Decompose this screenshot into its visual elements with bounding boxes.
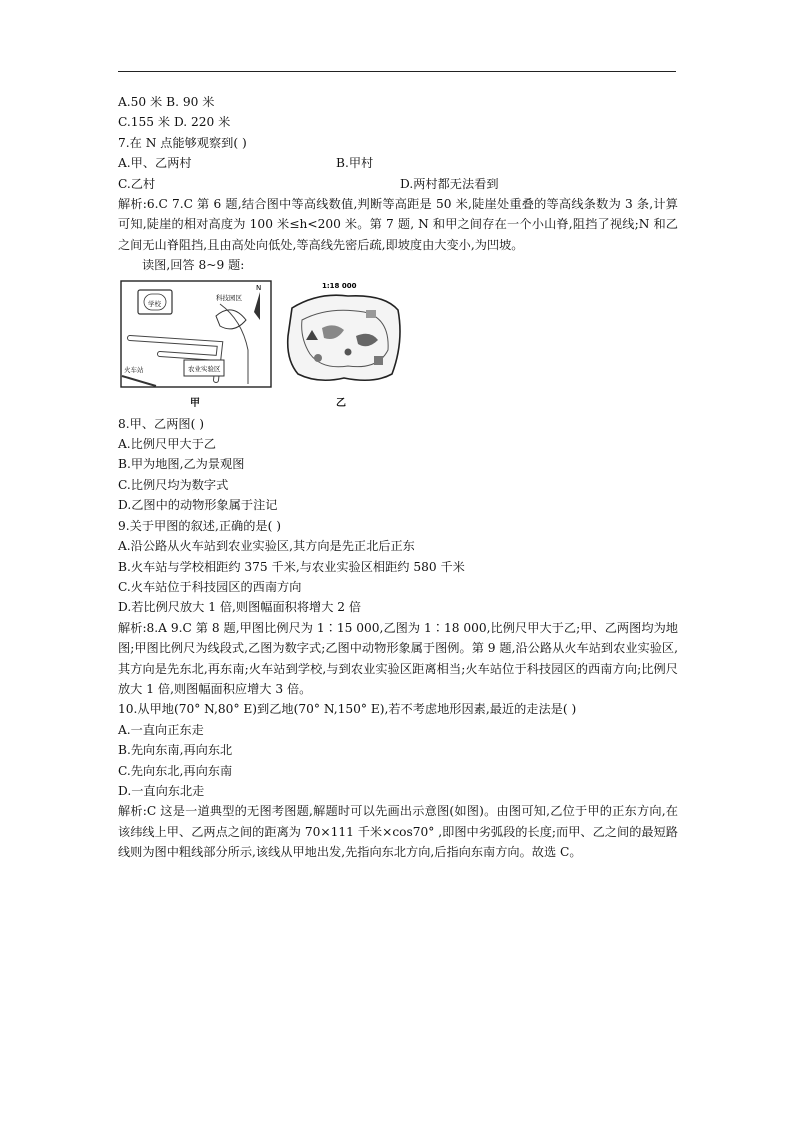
q7-option-a: A.甲、乙两村 xyxy=(118,156,192,171)
label-tech-park: 科技园区 xyxy=(216,293,242,302)
q7-options-cd xyxy=(118,174,678,194)
map-yi xyxy=(278,280,406,390)
q7-option-c: C.乙村 xyxy=(118,176,156,191)
label-north: N xyxy=(256,283,262,292)
q10-option-d: D.一直向东北走 xyxy=(118,783,205,798)
label-school: 学校 xyxy=(148,299,161,308)
q9-stem: 9.关于甲图的叙述,正确的是( ) xyxy=(118,518,281,533)
q6-options-cd: C.155 米 D. 220 米 xyxy=(118,115,231,130)
header-rule xyxy=(118,71,676,72)
map-jia xyxy=(120,280,272,392)
q8-option-a: A.比例尺甲大于乙 xyxy=(118,437,216,452)
label-farm: 农业实验区 xyxy=(188,364,221,373)
q10-stem: 10.从甲地(70° N,80° E)到乙地(70° N,150° E),若不考虑地形因素,最近的走法是( ) xyxy=(118,702,577,717)
q9-option-c: C.火车站位于科技园区的西南方向 xyxy=(118,579,302,594)
q8-option-b: B.甲为地图,乙为景观图 xyxy=(118,457,245,472)
label-station: 火车站 xyxy=(124,365,144,374)
q8-option-c: C.比例尺均为数字式 xyxy=(118,477,229,492)
q7-stem: 7.在 N 点能够观察到( ) xyxy=(118,135,247,150)
q10-option-b: B.先向东南,再向东北 xyxy=(118,743,233,758)
q6-options-ab: A.50 米 B. 90 米 xyxy=(118,95,215,109)
figure-group xyxy=(118,280,678,412)
q7-option-d: D.两村都无法看到 xyxy=(400,176,499,191)
q9-option-a: A.沿公路从火车站到农业实验区,其方向是先正北后正东 xyxy=(118,539,415,554)
scale-yi: 1:18 000 xyxy=(322,281,357,290)
q8-option-d: D.乙图中的动物形象属于注记 xyxy=(118,498,278,513)
q8-stem: 8.甲、乙两图( ) xyxy=(118,416,204,431)
caption-jia: 甲 xyxy=(190,397,200,409)
caption-yi: 乙 xyxy=(336,397,346,409)
q7-option-b: B.甲村 xyxy=(336,156,374,171)
answer-8-9: 解析:8.A 9.C 第 8 题,甲图比例尺为 1∶15 000,乙图为 1∶18 000,比例尺甲大于乙;甲、乙两图均为地图;甲图比例尺为线段式,乙图为数字式;乙图中动物形象属于图例。第 9 题,沿公路从火车站到农业实验区,其方向是先东北,再东南;火车站到学校,与到农业实验区距离相当;火车站位于科技园区的西南方向;比例尺放大 1 倍,则图幅面积应增大 3 倍。 xyxy=(118,620,678,696)
q10-option-a: A.一直向正东走 xyxy=(118,722,204,737)
page-content xyxy=(118,92,678,863)
q7-options-ab xyxy=(118,153,678,173)
q10-option-c: C.先向东北,再向东南 xyxy=(118,763,233,778)
read-instruction: 读图,回答 8~9 题: xyxy=(142,258,245,273)
q9-option-d: D.若比例尺放大 1 倍,则图幅面积将增大 2 倍 xyxy=(118,600,362,615)
answer-6-7: 解析:6.C 7.C 第 6 题,结合图中等高线数值,判断等高距是 50 米,陡崖处重叠的等高线条数为 3 条,计算可知,陡崖的相对高度为 100 米≤h<200 米。第 7 题, N 和甲之间存在一个小山脊,阻挡了视线;N 和乙之间无山脊阻挡,且由高处向低处,等高线先密后疏,即坡度由大变小,为凹坡。 xyxy=(118,197,678,252)
answer-10: 解析:C 这是一道典型的无图考图题,解题时可以先画出示意图(如图)。由图可知,乙位于甲的正东方向,在该纬线上甲、乙两点之间的距离为 70×111 千米×cos70° ,即图中劣弧段的长度;而甲、乙之间的最短路线则为图中粗线部分所示,该线从甲地出发,先指向东北方向,后指向东南方向。故选 C。 xyxy=(118,804,678,860)
q9-option-b: B.火车站与学校相距约 375 千米,与农业实验区相距约 580 千米 xyxy=(118,559,465,574)
